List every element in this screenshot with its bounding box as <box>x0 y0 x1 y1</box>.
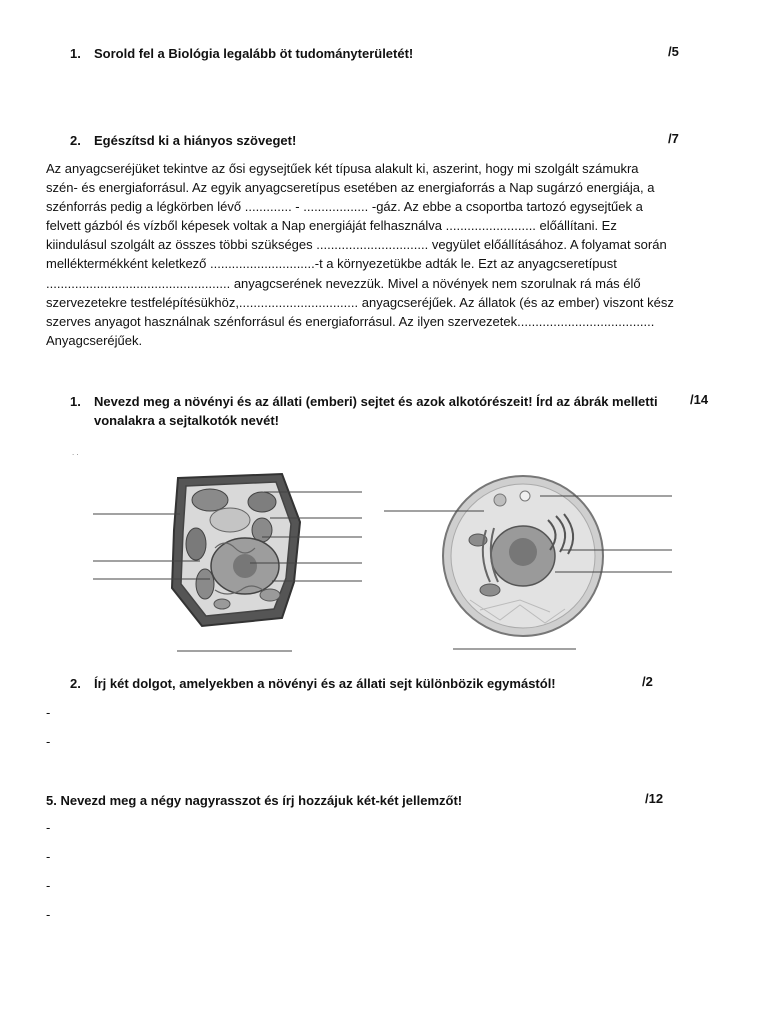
chloroplast <box>192 489 228 511</box>
plant-nucleolus <box>233 554 257 578</box>
chloroplast <box>248 492 276 512</box>
question-text-line-1: Nevezd meg a növényi és az állati (emberi) sejtet és azok alkotórészeit! Írd az ábrák melletti <box>94 394 658 409</box>
question-number: 2. <box>70 676 81 691</box>
mitochondrion <box>260 589 280 601</box>
paragraph-line: melléktermékként keletkező .............................-t a környezetükbe adták le. Ezt az anyagcseretípust <box>46 256 617 272</box>
vesicle <box>494 494 506 506</box>
stray-mark: . . <box>72 448 79 457</box>
vesicle <box>520 491 530 501</box>
animal-nucleolus <box>509 538 537 566</box>
points-q4: /2 <box>642 674 653 689</box>
points-q5: /12 <box>645 791 664 806</box>
question-text: Írj két dolgot, amelyekben a növényi és az állati sejt különbözik egymástól! <box>94 676 556 691</box>
question-number: 2. <box>70 133 81 148</box>
answer-dash: - <box>46 734 51 749</box>
points-q2: /7 <box>668 131 679 146</box>
answer-dash: - <box>46 849 51 864</box>
paragraph-line: szénforrás pedig a légkörben lévő ............. - .................. -gáz. Az ebbe a csoportba tartozó egysejtűek a <box>46 199 643 215</box>
vacuole <box>210 508 250 532</box>
paragraph-line: ................................................... anyagcserének nevezzük. Mivel a növények nem szorulnak rá más élő <box>46 275 641 291</box>
paragraph-line: szervezetekre testfelépítésükhöz,................................. anyagcseréjűek. Az állatok (és az ember) viszont kész <box>46 294 674 310</box>
answer-dash: - <box>46 705 51 720</box>
points-q3: /14 <box>690 392 709 407</box>
mitochondrion <box>480 584 500 596</box>
paragraph-line: Az anyagcseréjüket tekintve az ősi egysejtűek két típusa alakult ki, aszerint, hogy mi szolgált számukra <box>46 161 639 176</box>
question-text-line-2: vonalakra a sejtalkotók nevét! <box>94 413 279 428</box>
question-text: Egészítsd ki a hiányos szöveget! <box>94 133 297 148</box>
answer-dash: - <box>46 820 51 835</box>
chloroplast <box>196 569 214 599</box>
paragraph-line: szerves anyagot használnak szénforrásul és energiaforrásul. Az ilyen szervezetek...................................... <box>46 313 655 329</box>
chloroplast <box>186 528 206 560</box>
question-text: Sorold fel a Biológia legalább öt tudományterületét! <box>94 46 414 61</box>
question-number: 1. <box>70 46 81 61</box>
paragraph-line: kiindulásul szolgált az összes többi szükséges ............................... vegyület előállításához. A folyamat során <box>46 237 667 253</box>
question-number: 1. <box>70 394 81 409</box>
paragraph-line: szén- és energiaforrásul. Az egyik anyagcseretípus esetében az energiaforrás a Nap sugárzó energiája, a <box>46 180 655 196</box>
paragraph-line: Anyagcseréjűek. <box>46 332 143 348</box>
answer-dash: - <box>46 878 51 893</box>
question-5 <box>46 791 626 810</box>
paragraph-line: felvett gázból és vízből képesek voltak a Nap energiáját felhasználva ......................... előállítani. Ez <box>46 218 617 234</box>
answer-dash: - <box>46 907 51 922</box>
points-q1: /5 <box>668 44 679 59</box>
question-text: 5. Nevezd meg a négy nagyrasszot és írj hozzájuk két-két jellemzőt! <box>46 793 463 808</box>
mitochondrion <box>214 599 230 609</box>
